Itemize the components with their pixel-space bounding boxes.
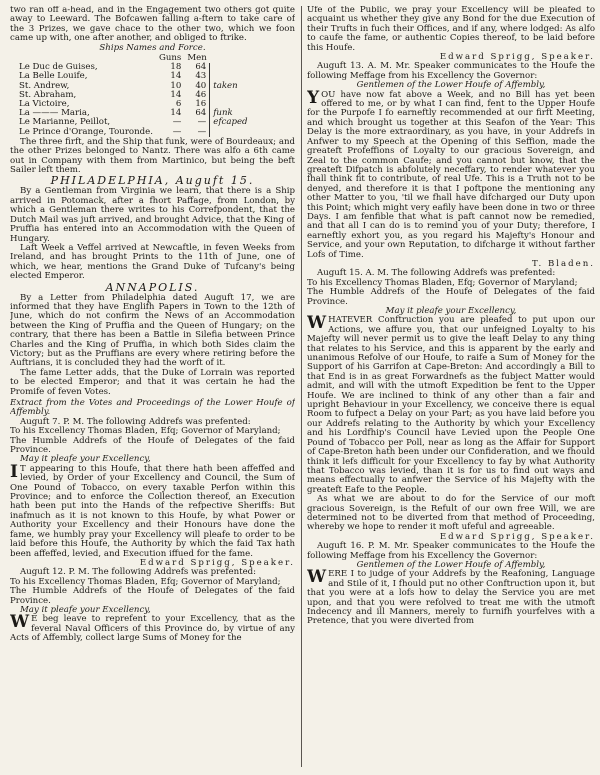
salutation: May it pleafe your Excellency, (385, 306, 517, 316)
right-column (307, 6, 595, 771)
address-title: The Humble Addrefs of the Houfe of Delegates of the faid Province. (10, 435, 295, 456)
ships-heading: Ships Names and Force. (99, 42, 206, 53)
signature: Edward Sprigg, Speaker. (139, 557, 295, 568)
paragraph (10, 612, 295, 644)
dated-entry: Auguft 12. P. M. The following Addrefs was prefented: (20, 567, 257, 578)
table-row (16, 128, 251, 137)
drop-cap: I (10, 461, 18, 482)
paragraph: As what we are about to do for the Service of our moft gracious Sovereign, is the Refult of our own free Will, we are determined not to be diverted from that method of Proceeding, whereby we hope to render it moft ufeful and agreeable. (307, 494, 595, 533)
message-body: OU have now fat above a Week, and no Bill has yet been offered to me, or by what I can find, fent to the Upper Houfe for the Purpofe I fo earneftly recommended at our firft Meeting, and which brought us together at this Seafon of the Year: This Delay is the more extraordinary, as you have, in your Addrefs in Anfwer to my Speech at the Opening of this Seffion, made the greateft Profeffions of Loyalty to our gracious Sovereign, and Zeal to the common Caufe; and you cannot but know, that the greateft Difpatch is abfolutely neceffary, to render whatever you fhall think fit to contribute, of real Ufe. This is a Truth not to be denyed, and therefore it is that I poftpone the mentioning any other Matter to you, 'til we fhall have difcharged our Duty upon this Point; which might very eafily have been done in two or three Days. I am fenfible that what is paft cannot now be remedied, and that all I can do is to remind you of your Duty; therefore, I earneftly exhort you, as you regard his Majefty's Honour and Service, and your own Reputation, to difcharge it without farther Lofs of Time. (307, 89, 595, 260)
signature: Edward Sprigg, Speaker. (439, 531, 595, 542)
paragraph: By a Gentleman from Virginia we learn, that there is a Ship arrived in Potomack, after a fhort Paffage, from London, by which a Gentleman there writes to his Correfpondent, that the Dutch Mail was juft arrived, and brought Advice, that the King of Pruffia has entered into an Accommodation with the Queen of Hungary. (10, 186, 295, 244)
ship-name: Le Duc de Guises, (19, 62, 98, 73)
ship-men: 40 (195, 80, 207, 91)
ship-guns: — (172, 126, 182, 137)
section-heading-annapolis: ANNAPOLIS. (105, 280, 200, 294)
address-recipient: To his Excellency Thomas Bladen, Efq; Governor of Maryland; (10, 426, 281, 437)
ship-men: 43 (195, 71, 207, 82)
address-title: The Humble Addrefs of the Houfe of Delegates of the faid Province. (10, 586, 295, 606)
drop-cap: W (10, 612, 30, 633)
ship-guns: 6 (175, 99, 182, 110)
ship-men: 16 (195, 99, 207, 110)
dated-entry: Auguft 15. A. M. The following Addrefs was prefented: (317, 268, 556, 279)
ship-men: 64 (195, 108, 207, 119)
ship-note: taken (210, 82, 251, 91)
column-divider (301, 6, 302, 767)
ship-guns: 14 (170, 71, 182, 82)
ship-guns: 14 (170, 89, 182, 100)
paragraph: By a Letter from Philadelphia dated Auguft 17, we are informed that they have Englifh Papers in Town to the 12th of June, which do not confirm the News of an Accommodation between the King of Pruffia and the Queen of Hungary; on the contrary, that there has been a Battle in Silefia between Prince Charles and the King of Pruffia, in which both Sides claim the Victory; but as the Pruffians are every where retiring before the Auftrians, it is concluded they had the worft of it. (10, 292, 295, 369)
ship-note (210, 128, 251, 137)
paragraph (307, 567, 595, 627)
address-body: T appearing to this Houfe, that there hath been affeffed and levied, by Order of your Excellency and Council, the Sum of One Pound of Tobacco, on every taxable Perfon within this Province; and to enforce the Collection thereof, an Execution hath been put into the Hands of the refpective Sheriffs: But inafmuch as it is not known to this Houfe, by what Power or Authority your Excellency and their Honours have done the fame, we humbly pray your Excellency will pleafe to order to be laid before this Houfe, the Authority by which the faid Tax hath been affeffed, levied, and Execution iffued for the fame. (10, 463, 295, 559)
ship-note: funk (210, 109, 251, 118)
paragraph: The three firft, and the Ship that funk, were of Bourdeaux; and the other Prizes belonged to Nantz. There was alfo a 6th came out in Company with them from Martinico, but being the beft Sailer left them. (10, 136, 295, 176)
ship-men: — (197, 126, 207, 137)
section-heading-philadelphia: PHILADELPHIA, Auguft 15. (50, 174, 255, 188)
ship-guns: 18 (170, 62, 182, 73)
ship-guns: 10 (170, 80, 182, 91)
address-body: HATEVER Conftruction you are pleafed to put upon our Actions, we affure you, that our unfeigned Loyalty to his Majefty will never permit us to give the leaft Delay to any thing that relates to his Service, and this is apparent by the early and unanimous Refolve of our Houfe, to raife a Sum of Money for the Support of his Garrifon at Cape-Breton: And accordingly a Bill to that End is in as great Forwardnefs as the fubject Matter would admit, and will with the utmoft Expedition be fent to the Upper Houfe. We are inclined to think of any other than a fair and upright Behaviour in your Excellency, we conceive there is equal Room to fufpect a Delay on your Part; as you have laid before you our Addrefs relating to the Authority by which your Excellency and his Lordfhip's Council have Levied upon the People One Pound of Tobacco per Poll, near as long as the Affair for Support of Cape-Breton hath been under our Confideration, and we fhould think it lefs difficult for your Excellency to fay by what Authority that Tobacco was levied, than it is for us to find out ways and means effectually to anfwer the Service of his Majefty with the greateft Eafe to the People. (307, 315, 595, 495)
salutation: Gentlemen of the Lower Houfe of Affembly, (356, 559, 546, 570)
ship-men: — (197, 117, 207, 128)
ship-note: efcaped (210, 118, 251, 127)
ship-note (210, 91, 251, 100)
ship-name: St. Abraham, (19, 89, 77, 100)
address-body: E beg leave to reprefent to your Excellency, that as the feveral Naval Officers of this Province do, by virtue of any Acts of Affembly, collect large Sums of Money for the (10, 614, 295, 644)
ship-men: 64 (195, 62, 207, 73)
salutation: May it pleafe your Excellency, (20, 454, 151, 465)
salutation: Gentlemen of the Lower Houfe of Affembly, (356, 80, 546, 91)
paragraph: Laft Week a Veffel arrived at Newcaftle, in feven Weeks from Ireland, and has brought Prints to the 11th of June, one of which, we hear, mentions the Grand Duke of Tufcany's being elected Emperor. (10, 242, 295, 282)
paragraph (10, 461, 295, 559)
paragraph: Ufe of the Public, we pray your Excellency will be pleafed to acquaint us whether they give any Bond for the due Execution of their Trufts in fuch their Offices, and if any, where lodged: As alfo to caufe the fame, or authentic Copies thereof, to be laid before this Houfe. (307, 6, 595, 53)
ships-table (16, 54, 251, 137)
guns-header: Guns (158, 53, 182, 64)
left-column (10, 6, 295, 771)
ship-name: La ——— Maria, (19, 108, 90, 119)
paragraph (307, 87, 595, 260)
ship-note (210, 63, 251, 72)
dated-entry: Auguft 16. P. M. Mr. Speaker communicates to the Houfe the following Meffage from his Excellency the Governor: (307, 541, 595, 561)
salutation: May it pleafe your Excellency, (20, 604, 151, 615)
message-body: ERE I to judge of your Addrefs by the Reafoning, Language and Stile of it, I fhould put no other Conftruction upon it, but that you were at a lofs how to delay the Service you are met upon, and that you were refolved to treat me with the utmoft Indecency and ill Manners, merely to furnifh yourfelves with a Pretence, that you were diverted from (307, 569, 595, 627)
ship-name: St. Andrew, (19, 80, 70, 91)
paragraph: The fame Letter adds, that the Duke of Lorrain was reported to be elected Emperor; and that it was certain he had the Promife of feven Votes. (10, 367, 295, 397)
signature: T. Bladen. (532, 258, 595, 269)
drop-cap: Y (307, 87, 320, 108)
ship-guns: 14 (170, 108, 182, 119)
address-title: The Humble Addrefs of the Houfe of Delegates of the faid Province. (307, 287, 595, 307)
address-recipient: To his Excellency Thomas Bladen, Efq; Governor of Maryland; (307, 277, 578, 288)
signature: Edward Sprigg, Speaker. (439, 52, 595, 63)
ship-men: 46 (195, 89, 207, 100)
paragraph (307, 313, 595, 495)
ship-name: Le Prince d'Orange, Touronde. (19, 126, 153, 137)
ship-guns: — (172, 117, 182, 128)
paragraph: two ran off a-head, and in the Engagement two others got quite away to Leeward. The Bofcawen falling a-ftern to take care of the 3 Prizes, we gave chace to the other two, which we foon came up with, one after another, and obliged to ftrike. (10, 6, 295, 44)
men-header: Men (187, 53, 207, 64)
dated-entry: Auguft 7. P. M. The following Addrefs was prefented: (20, 416, 251, 427)
extract-heading: Extract from the Votes and Proceedings of the Lower Houfe of Affembly. (10, 398, 295, 418)
drop-cap: W (307, 567, 327, 588)
drop-cap: W (307, 313, 327, 334)
address-recipient: To his Excellency Thomas Bladen, Efq; Governor of Maryland; (10, 576, 281, 587)
ship-name: Le Marianne, Peillot, (19, 117, 111, 128)
ship-name: La Victoire, (19, 99, 70, 110)
dated-entry: Auguft 13. A. M. Mr. Speaker communicates to the Houfe the following Meffage from his Excellency the Governor: (307, 61, 595, 81)
ship-name: La Belle Louife, (19, 71, 88, 82)
